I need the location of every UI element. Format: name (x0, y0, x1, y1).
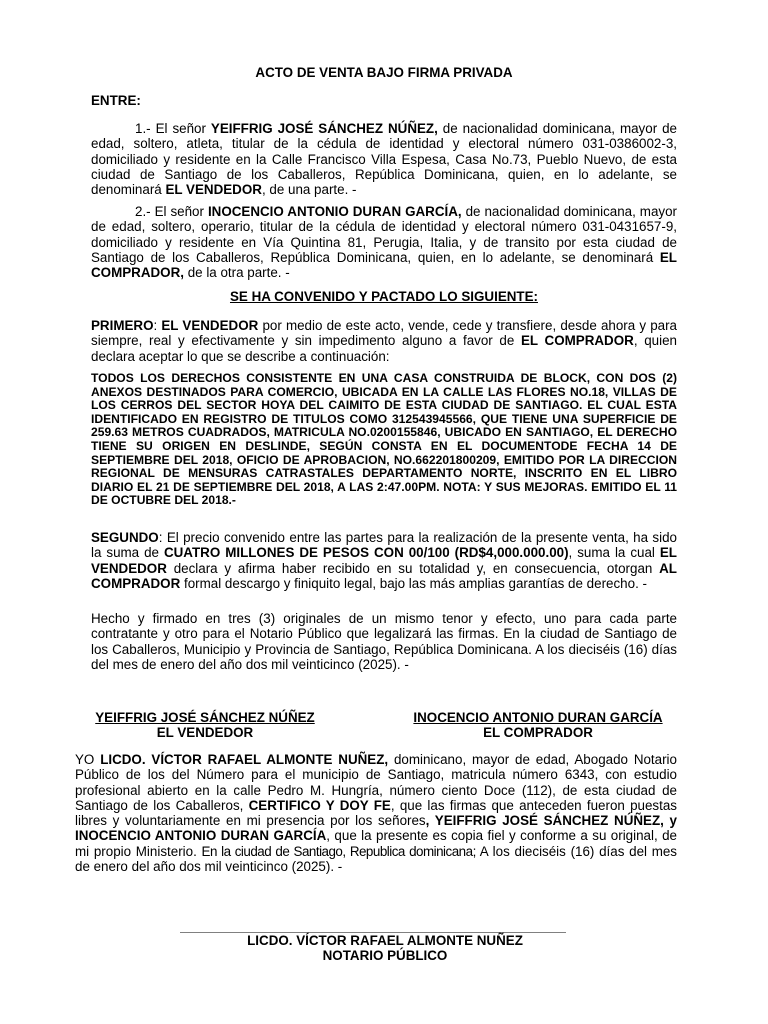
party-buyer-paragraph (91, 204, 677, 280)
seller-signature-block (80, 710, 330, 741)
p2-pre: 2.- El señor (135, 204, 208, 219)
sale-amount: CUATRO MILLONES DE PESOS CON 00/100 (RD$4,000.000.00) (163, 545, 569, 561)
notary-text-3: , que la presente es copia fiel y conforme a su original, de mi propio Ministerio. (75, 828, 677, 859)
primero-text: por medio de este acto, vende, cede y transfiere, desde ahora y para siempre, real y efectivamente y sin impedimento alguno a favor de (91, 318, 677, 349)
party-seller-paragraph (91, 121, 677, 197)
signing-statement: Hecho y firmado en tres (3) originales de un mismo tenor y efecto, uno para cada parte contratante y otro para el Notario Público que legalizará las firmas. En la ciudad de Santiago de los Caballeros, Municipio y Provincia de Santiago, República Dominicana. A los dieciséis (16) días del mes de enero del año dos mil veinticinco (2025). - (91, 611, 677, 672)
p1-post: , de una parte. - (261, 182, 357, 198)
buyer-signature-block (398, 710, 678, 741)
notary-certifico: CERTIFICO Y DOY FE (248, 797, 391, 813)
seller-role: EL VENDEDOR (165, 182, 262, 198)
p2-text: de nacionalidad dominicana, mayor de edad, soltero, operario, titular de la cédula de identidad y electoral número 031-0431657-9, domiciliado y residente en Vía Quintina 81, Perugia, Italia, y de transito por esta ciudad de Santiago de los Caballeros, República Dominicana, quien, en lo adelante, se denominará (91, 204, 677, 265)
notary-name: LICDO. VÍCTOR RAFAEL ALMONTE NUÑEZ, (100, 752, 389, 767)
heading-text: SE HA CONVENIDO Y PACTADO LO SIGUIENTE: (229, 289, 538, 304)
clause-primero (91, 318, 677, 364)
title-text: ACTO DE VENTA BAJO FIRMA PRIVADA (255, 65, 513, 80)
segundo-mid: , suma la cual (568, 545, 660, 561)
notary-text-5: A los dieciséis (16) días del mes de enero del año dos mil veinticinco (2025). - (75, 843, 677, 875)
clause-segundo (91, 530, 677, 591)
segundo-pre: : El precio convenido entre las partes para la realización de la presente venta, ha sido la suma de (91, 530, 677, 561)
primero-buyer: EL COMPRADOR (521, 333, 634, 349)
segundo-buyer: AL COMPRADOR (91, 560, 677, 591)
document-title (91, 65, 677, 80)
buyer-signature-role: EL COMPRADOR (483, 725, 593, 741)
notary-text-4: En la ciudad de Santiago, Republica dominicana; (201, 843, 476, 859)
notary-signature-name: LICDO. VÍCTOR RAFAEL ALMONTE NUÑEZ (247, 933, 523, 948)
primero-label: PRIMERO (91, 318, 154, 333)
notary-yo: YO (75, 752, 101, 767)
notary-text-2: , que las firmas que anteceden fueron puestas libres y voluntariamente en mi presencia por los señores (75, 797, 677, 829)
segundo-seller: EL VENDEDOR (91, 545, 677, 576)
primero-post: , quien declara aceptar lo que se describe a continuación: (91, 333, 677, 364)
seller-signature-role: EL VENDEDOR (156, 725, 254, 741)
notary-certification (75, 752, 677, 874)
segundo-mid2: declara y afirma haber recibido en su totalidad y, en consecuencia, otorgan (166, 560, 660, 576)
buyer-name: INOCENCIO ANTONIO DURAN GARCÍA, (207, 204, 462, 219)
entre-text: ENTRE: (91, 93, 141, 108)
p2-post: de la otra parte. - (184, 265, 290, 281)
agreement-heading (91, 289, 677, 304)
notary-party-names: , YEIFFRIG JOSÉ SÁNCHEZ NÚÑEZ, y INOCENCIO ANTONIO DURAN GARCÍA (75, 813, 677, 844)
p1-pre: 1.- El señor (135, 121, 211, 136)
seller-signature-name: YEIFFRIG JOSÉ SÁNCHEZ NÚÑEZ (95, 710, 315, 725)
entre-label (91, 93, 677, 108)
notary-signature-title: NOTARIO PÚBLICO (322, 948, 448, 964)
segundo-label: SEGUNDO (91, 530, 159, 545)
primero-seller: EL VENDEDOR (161, 318, 259, 333)
segundo-post: formal descargo y finiquito legal, bajo las más amplias garantías de derecho. - (180, 575, 647, 591)
buyer-signature-name: INOCENCIO ANTONIO DURAN GARCÍA (413, 710, 663, 725)
p1-text: de nacionalidad dominicana, mayor de edad, soltero, atleta, titular de la cédula de identidad y electoral número 031-0386002-3, domiciliado y residente en la Calle Francisco Villa Espesa, Casa No.73, Pueblo Nuevo, de esta ciudad de Santiago de los Caballeros, República Dominicana, quien, en lo adelante, se denominará (91, 121, 678, 198)
primero-colon: : (153, 318, 162, 333)
notary-text-1: dominicano, mayor de edad, Abogado Notario Público de los del Número para el municipio de Santiago, matricula número 6343, con estudio profesional abierto en la calle Pedro M. Hungría, número ciento Doce (112), de esta ciudad de Santiago de los Caballeros, (75, 752, 677, 813)
property-description: TODOS LOS DERECHOS CONSISTENTE EN UNA CASA CONSTRUIDA DE BLOCK, CON DOS (2) ANEXOS DESTINADOS PARA COMERCIO, UBICADA EN LA CALLE LAS FLORES NO.18, VILLAS DE LOS CERROS DEL SECTOR HOYA DEL CAIMITO DE ESTA CIUDAD DE SANTIAGO. EL CUAL ESTA IDENTIFICADO EN REGISTRO DE TITULOS COMO 312543945566, QUE TIENE UNA SUPERFICIE DE 259.63 METROS CUADRADOS, MATRICULA NO.0200155846, UBICADO EN SANTIAGO, EL DERECHO TIENE SU ORIGEN EN DESLINDE, SEGÚN CONSTA EN EL DOCUMENTODE FECHA 14 DE SEPTIEMBRE DEL 2018, OFICIO DE APROBACION, NO.662201800209, EMITIDO POR LA DIRECCION REGIONAL DE MENSURAS CATRASTALES DEPARTAMENTO NORTE, INSCRITO EN EL LIBRO DIARIO EL 21 DE SEPTIEMBRE DEL 2018, A LAS 2:47.00PM. NOTA: Y SUS MEJORAS. EMITIDO EL 11 DE OCTUBRE DEL 2018.- (91, 371, 677, 508)
buyer-role: EL COMPRADOR, (91, 249, 677, 281)
seller-name: YEIFFRIG JOSÉ SÁNCHEZ NÚÑEZ, (210, 121, 438, 136)
notary-signature-block (180, 933, 590, 964)
